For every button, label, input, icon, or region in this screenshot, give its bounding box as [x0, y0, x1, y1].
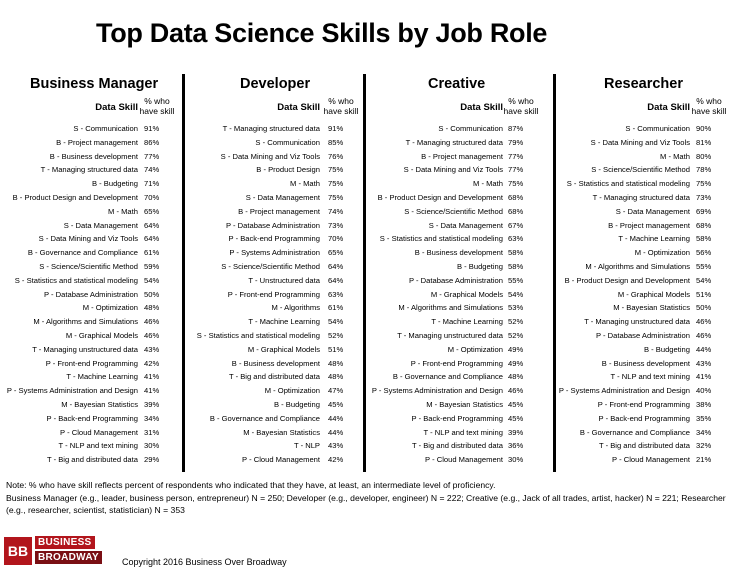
role-heading: Business Manager [30, 76, 159, 92]
chart-title: Top Data Science Skills by Job Role [96, 18, 548, 48]
skill-label: T - NLP and text mining [610, 372, 690, 382]
skill-percent: 39% [144, 400, 160, 409]
skill-percent: 78% [696, 165, 712, 175]
skill-percent: 41% [696, 372, 712, 382]
skill-label: P - Database Administration [44, 289, 138, 299]
skill-label: P - Front-end Programming [410, 358, 503, 368]
column-divider [553, 74, 556, 472]
skill-label: P - Back-end Programming [228, 234, 320, 244]
pct-header-line1: % who [696, 96, 722, 106]
skill-label: S - Communication [255, 137, 320, 147]
skill-percent: 58% [696, 234, 712, 244]
skill-label: S - Science/Scientific Method [404, 206, 503, 216]
skill-percent: 51% [328, 344, 344, 354]
skill-percent: 77% [144, 151, 160, 161]
skill-percent: 36% [508, 441, 524, 451]
skill-label: T - NLP [293, 441, 320, 451]
table-row [0, 136, 690, 150]
skill-percent: 48% [328, 372, 344, 382]
skill-label: B - Product Design and Development [12, 193, 138, 202]
skill-label: P - Database Administration [226, 220, 320, 230]
skill-label: T - Machine Learning [248, 317, 320, 327]
skill-label: B - Budgeting [643, 344, 690, 354]
role-heading: Developer [240, 76, 311, 92]
column-divider [182, 74, 185, 472]
skill-label: S - Data Mining and Viz Tools [590, 137, 690, 147]
skill-percent: 90% [696, 124, 712, 133]
skill-label: P - Cloud Management [242, 455, 320, 465]
skill-percent: 87% [508, 124, 524, 133]
skill-label: B - Product Design and Development [564, 275, 690, 285]
skill-label: S - Statistics and statistical modeling [566, 179, 690, 189]
role-heading: Researcher [604, 76, 683, 92]
logo-mark: BB [4, 537, 32, 565]
skill-percent: 38% [696, 400, 712, 409]
skill-percent: 80% [696, 151, 712, 161]
skill-percent: 55% [508, 275, 524, 285]
table-row [0, 426, 690, 440]
skill-label: M - Optimization [634, 248, 690, 258]
pct-header-line2: have skill [503, 106, 539, 116]
skill-percent: 49% [508, 344, 524, 354]
skill-percent: 56% [696, 248, 712, 258]
skill-label: S - Data Mining and Viz Tools [403, 165, 503, 175]
skill-percent: 75% [328, 193, 344, 202]
table-row [0, 232, 690, 246]
skill-percent: 48% [508, 372, 524, 382]
skill-percent: 49% [508, 358, 524, 368]
skill-label: P - Back-end Programming [46, 413, 138, 423]
skill-percent: 63% [508, 234, 524, 244]
skill-percent: 52% [508, 317, 524, 327]
skill-label: T - NLP and text mining [58, 441, 138, 451]
skill-percent: 44% [696, 344, 712, 354]
skill-percent: 73% [328, 220, 344, 230]
skill-percent: 81% [696, 137, 712, 147]
table-row [0, 219, 690, 233]
brand-logo [4, 535, 114, 567]
skill-label: T - Big and distributed data [598, 441, 690, 451]
data-skill-header: Data Skill [647, 102, 690, 113]
skill-percent: 55% [696, 262, 712, 271]
skill-percent: 53% [508, 303, 524, 313]
skill-percent: 61% [328, 303, 344, 313]
skill-label: P - Systems Administration and Design [558, 386, 690, 396]
skill-label: T - Machine Learning [66, 372, 138, 382]
skill-percent: 46% [144, 331, 160, 340]
skill-label: M - Graphical Models [65, 331, 138, 340]
table-row [0, 177, 690, 191]
skill-percent: 91% [144, 124, 160, 133]
skill-label: B - Project management [421, 151, 503, 161]
skill-label: S - Statistics and statistical modeling [196, 331, 320, 340]
skill-percent: 31% [144, 427, 160, 437]
skill-label: M - Bayesian Statistics [426, 400, 503, 409]
skill-label: M - Optimization [447, 344, 503, 354]
skill-label: B - Business development [414, 248, 503, 258]
skill-percent: 30% [508, 455, 524, 465]
skill-label: B - Project management [56, 137, 138, 147]
skill-label: T - Managing structured data [592, 193, 690, 202]
skill-percent: 68% [508, 206, 524, 216]
skill-percent: 75% [508, 179, 524, 189]
skill-percent: 46% [696, 331, 712, 340]
skill-percent: 65% [328, 248, 344, 258]
skill-percent: 41% [144, 386, 160, 396]
skill-label: P - Back-end Programming [598, 413, 690, 423]
skill-percent: 75% [328, 179, 344, 189]
skill-percent: 45% [328, 400, 344, 409]
skill-label: M - Graphical Models [247, 344, 320, 354]
table-row [0, 398, 690, 412]
footnote-sample-sizes: Business Manager (e.g., leader, business person, entrepreneur) N = 250; Developer (e.g., developer, engineer) N = 222; Creative (e.g., Jack of all trades, artist, hacker) N = 221; Researcher (e.g., researcher, scientist, statistician) N = 353 [6, 492, 726, 515]
footnote-line: Note: % who have skill reflects percent of respondents who indicated that they have, at least, an intermediate level of proficiency. [6, 480, 496, 490]
skill-label: B - Product Design [256, 165, 320, 175]
table-row [0, 343, 690, 357]
table-row [0, 412, 690, 426]
skill-label: M - Optimization [264, 386, 320, 396]
skill-percent: 54% [696, 275, 712, 285]
skill-label: M - Graphical Models [617, 289, 690, 299]
skill-label: S - Data Management [245, 193, 320, 202]
column-divider [363, 74, 366, 472]
skill-label: S - Communication [73, 124, 138, 133]
skill-percent: 86% [144, 137, 160, 147]
skill-label: P - Front-end Programming [45, 358, 138, 368]
pct-header-line1: % who [508, 96, 534, 106]
skill-percent: 52% [328, 331, 344, 340]
skill-percent: 68% [696, 220, 712, 230]
skill-percent: 43% [144, 344, 160, 354]
skill-label: S - Data Mining and Viz Tools [220, 151, 320, 161]
data-skill-header: Data Skill [95, 102, 138, 113]
skill-label: B - Business development [49, 151, 138, 161]
skill-percent: 70% [328, 234, 344, 244]
skill-percent: 35% [696, 413, 712, 423]
footnote [6, 479, 732, 517]
skill-label: B - Governance and Compliance [27, 248, 138, 258]
skill-percent: 75% [328, 165, 344, 175]
skill-percent: 48% [328, 358, 344, 368]
table-row [0, 288, 690, 302]
skill-percent: 54% [144, 275, 160, 285]
skill-label: P - Systems Administration and Design [371, 386, 503, 396]
table-row [0, 384, 690, 398]
skill-percent: 34% [696, 427, 712, 437]
skill-label: S - Data Management [63, 220, 138, 230]
skill-percent: 48% [144, 303, 160, 313]
skill-label: M - Math [473, 179, 503, 189]
skill-label: B - Governance and Compliance [392, 372, 503, 382]
skill-percent: 68% [508, 193, 524, 202]
skill-percent: 64% [328, 275, 344, 285]
skill-label: B - Project management [238, 206, 320, 216]
skill-label: B - Governance and Compliance [209, 413, 320, 423]
skill-percent: 44% [328, 427, 344, 437]
skill-percent: 58% [508, 248, 524, 258]
pct-header-line2: have skill [691, 106, 727, 116]
skill-label: P - Cloud Management [425, 455, 503, 465]
table-row [0, 453, 690, 467]
skill-label: B - Governance and Compliance [579, 427, 690, 437]
skill-label: P - Systems Administration and Design [6, 386, 138, 396]
skill-label: T - Managing unstructured data [397, 331, 503, 340]
skill-percent: 32% [696, 441, 712, 451]
skill-percent: 79% [508, 137, 524, 147]
pct-header-line1: % who [328, 96, 354, 106]
table-row [0, 260, 690, 274]
skill-percent: 77% [508, 165, 524, 175]
skill-label: T - Managing unstructured data [32, 344, 138, 354]
skill-percent: 67% [508, 220, 524, 230]
skill-percent: 74% [328, 206, 344, 216]
skill-label: B - Budgeting [456, 262, 503, 271]
skill-label: T - Big and distributed data [228, 372, 320, 382]
skill-percent: 70% [144, 193, 160, 202]
skill-label: B - Product Design and Development [377, 193, 503, 202]
skill-percent: 34% [144, 413, 160, 423]
pct-header [132, 96, 182, 116]
table-row [0, 205, 690, 219]
table-row [0, 301, 690, 315]
skill-label: M - Math [290, 179, 320, 189]
pct-header [496, 96, 546, 116]
skill-label: P - Cloud Management [612, 455, 690, 465]
skill-label: P - Systems Administration [229, 248, 320, 258]
skill-label: M - Algorithms [271, 303, 320, 313]
skill-percent: 74% [144, 165, 160, 175]
skill-label: M - Algorithms and Simulations [585, 262, 690, 271]
skill-label: S - Statistics and statistical modeling [14, 275, 138, 285]
skill-percent: 54% [508, 289, 524, 299]
skill-percent: 41% [144, 372, 160, 382]
skill-percent: 46% [508, 386, 524, 396]
skill-label: M - Algorithms and Simulations [33, 317, 138, 327]
table-row [0, 315, 690, 329]
skill-label: M - Algorithms and Simulations [398, 303, 503, 313]
skill-label: S - Data Management [615, 206, 690, 216]
skill-label: M - Graphical Models [430, 289, 503, 299]
skill-label: T - Machine Learning [431, 317, 503, 327]
table-row [0, 191, 690, 205]
skill-percent: 21% [696, 455, 712, 465]
skill-percent: 42% [328, 455, 344, 465]
skill-label: T - Managing structured data [40, 165, 138, 175]
skill-label: T - Big and distributed data [46, 455, 138, 465]
skill-percent: 61% [144, 248, 160, 258]
skill-percent: 73% [696, 193, 712, 202]
skill-percent: 59% [144, 262, 160, 271]
skill-label: S - Communication [438, 124, 503, 133]
table-row [0, 246, 690, 260]
table-row [0, 370, 690, 384]
skill-label: P - Database Administration [596, 331, 690, 340]
skill-percent: 63% [328, 289, 344, 299]
skill-label: P - Database Administration [409, 275, 503, 285]
skill-label: M - Bayesian Statistics [61, 400, 138, 409]
skill-label: S - Statistics and statistical modeling [379, 234, 503, 244]
skill-percent: 54% [328, 317, 344, 327]
skill-percent: 85% [328, 137, 344, 147]
skill-percent: 64% [328, 262, 344, 271]
skill-label: S - Data Mining and Viz Tools [38, 234, 138, 244]
logo-line2: BROADWAY [35, 551, 102, 564]
skill-label: S - Science/Scientific Method [39, 262, 138, 271]
skill-percent: 91% [328, 124, 344, 133]
skill-label: T - NLP and text mining [423, 427, 503, 437]
skill-percent: 45% [508, 413, 524, 423]
skill-percent: 69% [696, 206, 712, 216]
pct-header-line2: have skill [139, 106, 175, 116]
skill-percent: 58% [508, 262, 524, 271]
skill-label: T - Machine Learning [618, 234, 690, 244]
copyright-text: Copyright 2016 Business Over Broadway [122, 557, 287, 567]
role-heading: Creative [428, 76, 486, 92]
skill-label: M - Bayesian Statistics [613, 303, 690, 313]
skill-percent: 64% [144, 220, 160, 230]
skill-label: P - Back-end Programming [411, 413, 503, 423]
skill-label: S - Communication [625, 124, 690, 133]
table-row [0, 274, 690, 288]
skill-percent: 71% [144, 179, 160, 189]
skill-label: T - Managing structured data [405, 137, 503, 147]
table-row [0, 122, 690, 136]
skill-label: B - Business development [231, 358, 320, 368]
skill-percent: 50% [144, 289, 160, 299]
skill-label: S - Science/Scientific Method [591, 165, 690, 175]
skill-label: S - Science/Scientific Method [221, 262, 320, 271]
skill-percent: 64% [144, 234, 160, 244]
skill-percent: 50% [696, 303, 712, 313]
skill-label: B - Business development [601, 358, 690, 368]
skill-label: B - Project management [608, 220, 690, 230]
pct-header [316, 96, 366, 116]
data-skill-header: Data Skill [460, 102, 503, 113]
skill-percent: 75% [696, 179, 712, 189]
skill-percent: 30% [144, 441, 160, 451]
skill-percent: 46% [144, 317, 160, 327]
logo-line1: BUSINESS [35, 536, 95, 549]
skill-percent: 46% [696, 317, 712, 327]
skill-label: M - Math [660, 151, 690, 161]
skill-percent: 52% [508, 331, 524, 340]
table-row [0, 439, 690, 453]
skill-label: T - Unstructured data [248, 275, 320, 285]
skill-percent: 29% [144, 455, 160, 465]
skill-percent: 44% [328, 413, 344, 423]
skill-label: M - Optimization [82, 303, 138, 313]
skill-label: B - Budgeting [91, 179, 138, 189]
skill-percent: 51% [696, 289, 712, 299]
table-row [0, 163, 690, 177]
table-row [0, 357, 690, 371]
skill-label: M - Bayesian Statistics [243, 427, 320, 437]
skill-percent: 76% [328, 151, 344, 161]
skill-percent: 43% [696, 358, 712, 368]
skill-label: S - Data Management [428, 220, 503, 230]
skill-percent: 47% [328, 386, 344, 396]
skill-label: T - Managing unstructured data [584, 317, 690, 327]
table-row [0, 150, 690, 164]
skill-percent: 40% [696, 386, 712, 396]
pct-header [684, 96, 734, 116]
skill-label: B - Budgeting [273, 400, 320, 409]
skill-percent: 65% [144, 206, 160, 216]
skill-percent: 43% [328, 441, 344, 451]
table-row [0, 329, 690, 343]
skill-percent: 42% [144, 358, 160, 368]
data-skill-header: Data Skill [277, 102, 320, 113]
pct-header-line1: % who [144, 96, 170, 106]
skill-percent: 45% [508, 400, 524, 409]
skill-label: T - Big and distributed data [411, 441, 503, 451]
skill-label: P - Cloud Management [60, 427, 138, 437]
skill-percent: 77% [508, 151, 524, 161]
pct-header-line2: have skill [323, 106, 359, 116]
skill-percent: 39% [508, 427, 524, 437]
skill-label: T - Managing structured data [222, 124, 320, 133]
skill-label: P - Front-end Programming [597, 400, 690, 409]
skill-label: M - Math [108, 206, 138, 216]
skill-label: P - Front-end Programming [227, 289, 320, 299]
